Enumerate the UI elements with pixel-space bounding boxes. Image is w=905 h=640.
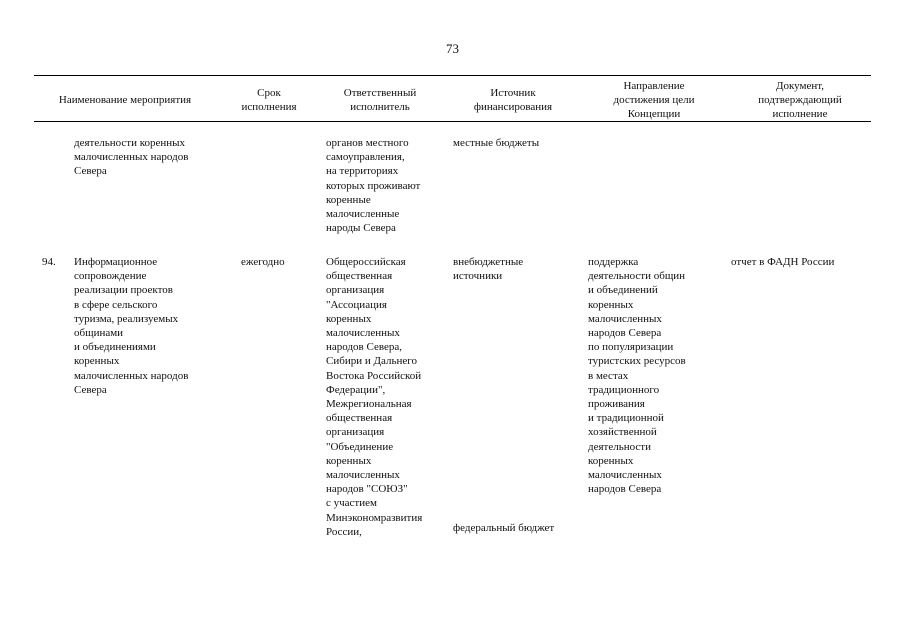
header-source: Источник финансирования bbox=[473, 87, 553, 113]
header-executor: Ответственный исполнитель bbox=[343, 87, 417, 113]
row-document: отчет в ФАДН России bbox=[731, 256, 835, 268]
table-top-rule bbox=[34, 75, 871, 76]
row-term: ежегодно bbox=[241, 256, 285, 268]
row-source: внебюджетные источники bbox=[453, 256, 524, 283]
header-document: Документ, подтверждающий исполнение bbox=[758, 80, 842, 120]
header-name: Наименование мероприятия bbox=[58, 94, 192, 106]
header-goal: Направление достижения цели Концепции bbox=[613, 80, 695, 120]
header-term: Срок исполнения bbox=[241, 87, 297, 113]
row-source-secondary: федеральный бюджет bbox=[453, 522, 555, 534]
row-executor: органов местного самоуправления, на территориях которых проживают коренные малочисленные народы Севера bbox=[326, 137, 421, 235]
row-executor: Общероссийская общественная организация "Ассоциация коренных малочисленных народов Севера, Сибири и Дальнего Востока Российской Федерации", Межрегиональная общественная организация "Объединение коренных малочисленных народов "СОЮЗ" с участием Минэкономразвития России, bbox=[326, 256, 423, 538]
row-number: 94. bbox=[42, 256, 56, 268]
page-number: 73 bbox=[446, 41, 459, 56]
row-name: Информационное сопровождение реализации проектов в сфере сельского туризма, реализуемых общинами и объединениями коренных малочисленных народов Севера bbox=[74, 256, 189, 396]
row-source: местные бюджеты bbox=[453, 137, 540, 149]
row-name: деятельности коренных малочисленных народов Севера bbox=[74, 137, 189, 178]
table-header-rule bbox=[34, 121, 871, 122]
row-goal: поддержка деятельности общин и объединений коренных малочисленных народов Севера по популяризации туристских ресурсов в местах традиционного проживания и традиционной хозяйственной деятельности коренных малочисленных народов Севера bbox=[588, 256, 686, 496]
